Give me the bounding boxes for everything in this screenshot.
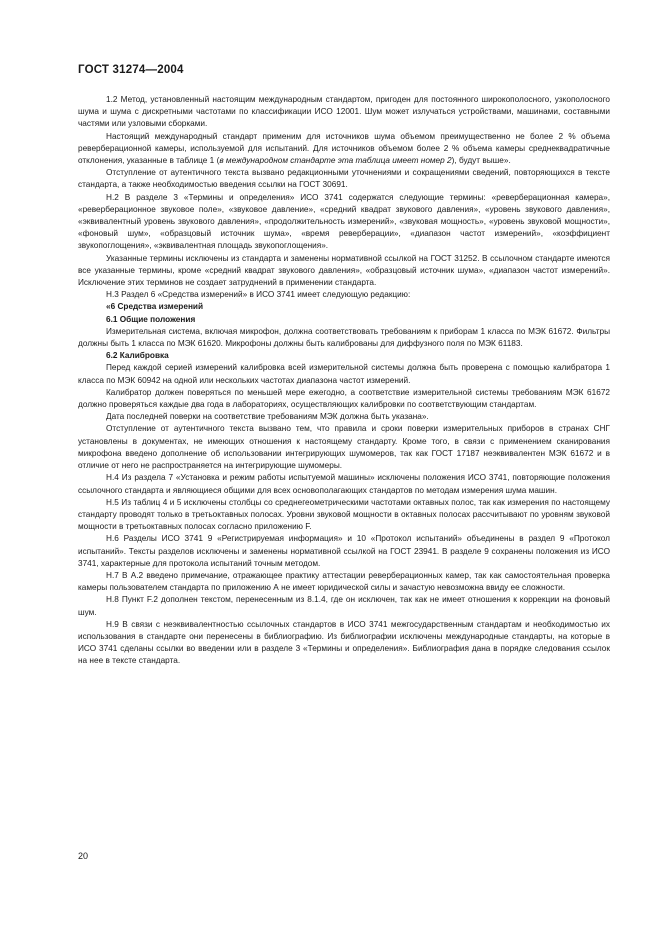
page-number: 20 — [78, 851, 89, 861]
heading-6-2: 6.2 Калибровка — [106, 351, 169, 361]
paragraph-1-2: 1.2 Метод, установленный настоящим международным стандартом, пригоден для постоянного широкополосного, узкополосного шума и шума с дискретными частотами по классификации ИСО 12001. Шум может излучаться устройствами, машинами, составными частями или узловыми сборками. — [78, 95, 610, 129]
paragraph-h6: Н.6 Разделы ИСО 3741 9 «Регистрируемая информация» и 10 «Протокол испытаний» объединены в раздел 9 «Протокол испытаний». Тексты разделов исключены и заменены нормативной ссылкой на ГОСТ 23941. В разделе 9 сохранены положения из ИСО 3741, характерные для протокола испытаний точным методом. — [78, 534, 610, 568]
paragraph-h8: Н.8 Пункт F.2 дополнен текстом, перенесенным из 8.1.4, где он исключен, так как не имеет отношения к коррекции на фоновый шум. — [78, 595, 610, 617]
document-body — [78, 94, 610, 668]
paragraph-h3: Н.3 Раздел 6 «Средства измерений» в ИСО 3741 имеет следующую редакцию: — [106, 290, 411, 300]
heading-6-1: 6.1 Общие положения — [106, 314, 196, 324]
paragraph-scope — [78, 131, 610, 168]
paragraph-h5: Н.5 Из таблиц 4 и 5 исключены столбцы со среднегеометрическими частотами октавных полос, так как измерения по настоящему стандарту проводят только в третьоктавных полосах. Уровни звуковой мощности в октавных полосах рассчитывают по уровням звуковой мощности в третьоктавных полосах согласно приложению F. — [78, 497, 610, 532]
heading-section-6: «6 Средства измерений — [106, 302, 204, 312]
paragraph-h7: Н.7 В А.2 введено примечание, отражающее практику аттестации реверберационных камер, так как самостоятельная проверка камеры пользователем стандарта по приложению А не имеет юридической силы и зачастую невозможна ввиду ее сложности. — [78, 570, 610, 593]
paragraph-h4: Н.4 Из раздела 7 «Установка и режим работы испытуемой машины» исключены положения ИСО 3741, повторяющие положения ссылочного стандарта и являющиеся общими для всех основополагающих стандартов по методам измерения шума машин. — [78, 473, 610, 495]
paragraph-h2: Н.2 В разделе 3 «Термины и определения» ИСО 3741 содержатся следующие термины: «реверберационная камера», «реверберационное звуковое поле», «звуковое давление», «средний квадрат звукового давления», «уровень звукового давления», «эквивалентный уровень звукового давления», «продолжительность измерений», «звуковая мощность», «уровень звуковой мощности», «фоновый шум», «образцовый источник шума», «время реверберации», «диапазон частот измерений», «коэффициент звукопоглощения», «эквивалентная площадь звукопоглощения». — [78, 192, 610, 251]
paragraph-6-2-a: Перед каждой серией измерений калибровка всей измерительной системы должна быть проверена с помощью калибратора 1 класса по МЭК 60942 на одной или нескольких частотах диапазона частот измерений. — [78, 363, 610, 385]
paragraph-h9: Н.9 В связи с неэквивалентностью ссылочных стандартов в ИСО 3741 межгосударственным стандартам и необходимостью их использования в стандарте они перенесены в библиографию. Из библиографии исключены международные стандарты, на которые в ИСО 3741 сделаны ссылки во введении или в разделе 3 «Термины и определения». Библиография дана в порядке следования ссылок на нее в тексте стандарта. — [78, 619, 610, 666]
document-header: ГОСТ 31274—2004 — [78, 64, 184, 76]
paragraph-6-2-b: Калибратор должен поверяться по меньшей мере ежегодно, а соответствие измерительной системы требованиям МЭК 61672 должно проверяться каждые два года в лабораториях, осуществляющих калибровки по соответствующим стандартам. — [78, 387, 610, 410]
paragraph-deviation-2: Отступление от аутентичного текста вызвано тем, что правила и сроки поверки измерительных приборов в странах СНГ установлены в документах, не имеющих отношения к настоящему стандарту. Кроме того, в связи с применением сканирования микрофона введено дополнение об использовании интегрирующих шумомеров, так как ГОСТ 17187 неэквивалентен МЭК 61672 и в отличие от него не распространяется на интегрирующие шумомеры. — [78, 424, 610, 471]
paragraph-6-1: Измерительная система, включая микрофон, должна соответствовать требованиям к приборам 1 класса по МЭК 61672. Фильтры должны быть 1 класса по МЭК 61620. Микрофоны должны быть калиброваны для диффузного поля по МЭК 61183. — [78, 326, 610, 349]
paragraph-scope-italic: в международном стандарте эта таблица имеет номер 2 — [219, 156, 452, 166]
paragraph-scope-text: Настоящий международный стандарт применим для источников шума объемом преимущественно не более 2 % объема реверберационной камеры, используемой для испытаний. Для источников объемом более 2 % объема камеры среднеквадратичные отклонения, указанные в таблице 1 ( — [78, 131, 610, 166]
paragraph-6-2-c: Дата последней поверки на соответствие требованиям МЭК должна быть указана». — [106, 412, 429, 422]
paragraph-deviation-1: Отступление от аутентичного текста вызвано редакционными уточнениями и сокращениями сведений, повторяющихся в тексте стандарта, а также необходимостью введения ссылки на ГОСТ 30691. — [78, 168, 610, 190]
paragraph-scope-end: ), будут выше». — [451, 156, 511, 166]
paragraph-terms-excluded: Указанные термины исключены из стандарта и заменены нормативной ссылкой на ГОСТ 31252. В ссылочном стандарте имеются все указанные термины, кроме «средний квадрат звукового давления», «образцовый источник шума», «диапазон частот измерений». Исключение этих терминов не создает затруднений в применении стандарта. — [78, 253, 610, 288]
